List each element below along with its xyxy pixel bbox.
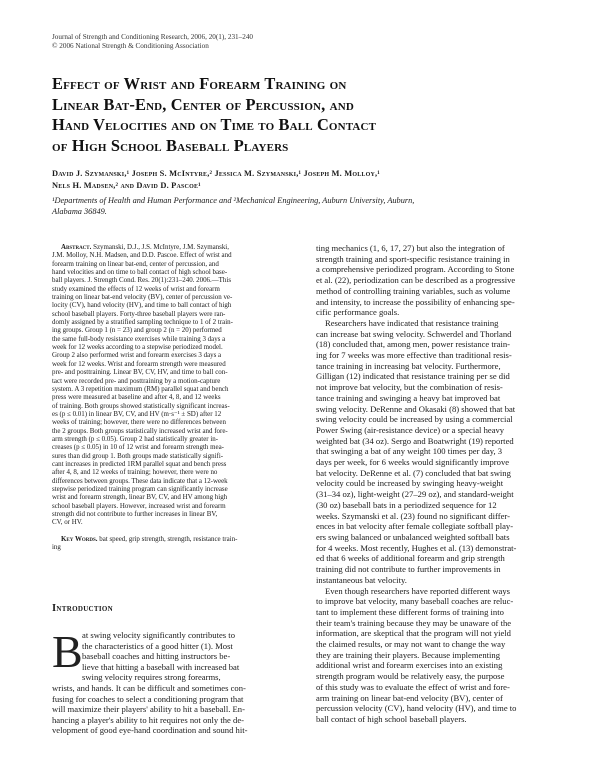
keywords <box>52 535 299 552</box>
body-line: weighted bat (34 oz). Sergo and Boatwright (19) reported <box>316 435 514 446</box>
right-column <box>316 243 552 725</box>
body-line: velocity could be increased by swinging heavy-weight <box>316 478 504 489</box>
abstract-line: system. A 3 repetition maximum (RM) parallel squat and bench <box>52 384 229 393</box>
body-line: they are training their players. Because implementing <box>316 649 500 660</box>
left-column <box>52 243 299 551</box>
body-line: percussion velocity (CV), hand velocity (HV), and time to <box>316 703 517 714</box>
intro-line: fusing for coaches to select a conditioning program that <box>52 693 244 704</box>
body-line: of this study was to evaluate the effect of wrist and fore- <box>316 681 510 692</box>
abstract-line: study examined the effects of 12 weeks of wrist and forearm <box>52 284 220 293</box>
body-line: cific performance goals. <box>316 307 400 318</box>
affiliation-line: ¹Departments of Health and Human Performance and ²Mechanical Engineering, Auburn University, Auburn, <box>52 196 415 205</box>
body-line: strength training and sport-specific resistance training in <box>316 253 510 264</box>
title-line: Linear Bat-End, Center of Percussion, and <box>52 94 354 114</box>
abstract-line: cant increases in predicted 1RM parallel squat and bench press <box>52 459 227 468</box>
body-line: ed that 6 weeks of additional forearm and grip strength <box>316 553 505 564</box>
body-line: swing velocity. DeRenne and Okasaki (8) showed that bat <box>316 403 516 414</box>
body-line: to improve bat velocity, many baseball coaches are reluc- <box>316 596 514 607</box>
abstract-line: press were measured at baseline and after 4, 8, and 12 weeks <box>52 393 221 402</box>
body-line: additional wrist and forearm exercises into an existing <box>316 660 503 671</box>
body-paragraph <box>316 243 552 318</box>
abstract-line: the 2 groups. Both groups statistically increased wrist and fore- <box>52 426 228 435</box>
keywords-line: ing <box>52 543 61 552</box>
abstract-line: differences between groups. These data indicate that a 12-week <box>52 476 228 485</box>
keywords-line: Key Words. bat speed, grip strength, strength, resistance train- <box>61 534 238 543</box>
abstract-line: sures than did group 1. Both groups made statistically signifi- <box>52 451 224 460</box>
body-line: strength program would be relatively easy, the purpose <box>316 671 505 682</box>
body-line: days per week, for 6 weeks would significantly improve <box>316 457 510 468</box>
abstract-line: after 4, 8, and 12 weeks of training; however, there were no <box>52 468 218 477</box>
body-line: bat velocity. DeRenne et al. (7) concluded that bat swing <box>316 467 511 478</box>
intro-line: the characteristics of a good hitter (1). Most <box>82 640 233 651</box>
abstract <box>52 243 299 527</box>
title-line: of High School Baseball Players <box>52 135 289 155</box>
body-line: arm training on linear bat-end velocity (BV), center of <box>316 692 503 703</box>
abstract-line: strength did not contribute to further increases in linear BV, <box>52 510 218 518</box>
intro-line: swing velocity requires strong forearms, <box>82 672 221 683</box>
intro-line: at swing velocity significantly contributes to <box>82 630 235 640</box>
affiliation-line: Alabama 36849. <box>52 206 107 216</box>
keywords-label: Key Words. <box>61 534 100 543</box>
body-line: method of controlling training variables, such as volume <box>316 285 511 296</box>
body-line: weeks. Szymanski et al. (23) found no significant differ- <box>316 510 510 521</box>
abstract-line: school baseball players. However, increased wrist and forearm <box>52 501 226 510</box>
body-line: a comprehensive periodized program. According to Stone <box>316 264 515 275</box>
abstract-line: training on linear bat-end velocity (BV), center of percussion ve- <box>52 293 233 302</box>
body-line: et al. (22), periodization can be described as a progressive <box>316 275 516 286</box>
journal-copyright: © 2006 National Strength & Conditioning Association <box>52 42 209 50</box>
intro-line: lieve that hitting a baseball with increased bat <box>82 661 240 672</box>
abstract-line: forearm training on linear bat-end, center of percussion, and <box>52 259 219 268</box>
intro-line: will maximize their players' ability to hit a baseball. En- <box>52 704 245 715</box>
journal-citation: Journal of Strength and Conditioning Research, 2006, 20(1), 231–240 <box>52 33 254 41</box>
body-paragraph <box>316 586 552 725</box>
abstract-line: domly assigned by a stratified sampling technique to 1 of 2 train- <box>52 318 233 327</box>
body-line: Researchers have indicated that resistance training <box>325 317 499 328</box>
intro-line: hancing a player's ability to hit requires not only the de- <box>52 714 244 725</box>
author-line: David J. Szymanski,¹ Joseph S. McIntyre,² Jessica M. Szymanski,¹ Joseph M. Molloy,¹ <box>52 169 380 178</box>
abstract-line: school baseball players. Forty-three baseball players were ran- <box>52 309 226 318</box>
abstract-line: locity (CV), hand velocity (HV), and time to ball contact of high <box>52 301 232 310</box>
body-line: instantaneous bat velocity. <box>316 574 407 585</box>
body-line: Gilligan (12) indicated that resistance training per se did <box>316 371 510 382</box>
abstract-line: ing groups. Group 1 (n = 23) and group 2 (n = 20) performed <box>52 326 222 335</box>
body-line: tance training and swinging a heavy bat improved bat <box>316 392 501 403</box>
body-line: information, are skeptical that the program will not yield <box>316 628 511 639</box>
author-line: Nels H. Madsen,² and David D. Pascoe¹ <box>52 181 201 190</box>
abstract-line: Group 2 also performed wrist and forearm exercises 3 days a <box>52 351 222 360</box>
title-line: Hand Velocities and on Time to Ball Contact <box>52 115 377 134</box>
section-heading-introduction: Introduction <box>52 603 114 614</box>
body-line: (31–34 oz), light-weight (27–29 oz), and standard-weight <box>316 489 514 500</box>
body-paragraph <box>316 318 552 586</box>
body-line: the claimed results, or may not want to change the way <box>316 639 506 650</box>
body-line: ball contact of high school baseball players. <box>316 713 467 724</box>
body-line: ting mechanics (1, 6, 17, 27) but also the integration of <box>316 243 505 253</box>
body-line: Even though researchers have reported different ways <box>325 585 511 596</box>
journal-header <box>52 33 253 51</box>
abstract-line: week for 12 weeks. Wrist and forearm strength were measured <box>52 359 226 368</box>
abstract-line: weeks of training; however, there were no differences between <box>52 418 226 427</box>
drop-cap: B <box>52 626 83 677</box>
body-line: tance training in increasing bat velocity. Furthermore, <box>316 360 501 371</box>
abstract-line: stepwise periodized training program can significantly increase <box>52 484 228 493</box>
abstract-line: CV, or HV. <box>52 518 83 527</box>
body-line: ers swing balanced or unbalanced weighted softball bats <box>316 531 510 542</box>
body-line: and intensity, to increase the possibility of enhancing spe- <box>316 296 515 307</box>
affiliations <box>52 196 552 217</box>
abstract-label: Abstract. <box>61 243 94 251</box>
abstract-line: wrist and forearm strength, linear BV, CV, and HV among high <box>52 493 228 502</box>
body-line: training did not contribute to further improvements in <box>316 564 501 575</box>
title-line: Effect of Wrist and Forearm Training on <box>52 74 347 93</box>
body-line: for 4 weeks. Most recently, Hughes et al. (13) demonstrat- <box>316 542 517 553</box>
body-line: (30 oz) baseball bats in a periodized sequence for 12 <box>316 499 497 510</box>
body-line: that swinging a bat of any weight 100 times per day, 3 <box>316 446 503 457</box>
abstract-line: week for 12 weeks according to a stepwise periodized model. <box>52 343 223 352</box>
intro-line: velopment of good eye-hand coordination and sound hit- <box>52 725 248 736</box>
body-line: not improve bat velocity, but the combination of resis- <box>316 382 503 393</box>
body-line: ing for 7 weeks was more effective than traditional resis- <box>316 350 512 361</box>
abstract-line: J.M. Molloy, N.H. Madsen, and D.D. Pascoe. Effect of wrist and <box>52 251 232 260</box>
body-line: can increase bat swing velocity. Schwerdel and Thorland <box>316 328 512 339</box>
body-line: (18) concluded that, among men, power resistance train- <box>316 339 511 350</box>
intro-line: baseball coaches and hitting instructors be- <box>82 651 231 662</box>
abstract-line: tact were recorded pre- and posttraining by a motion-capture <box>52 376 221 385</box>
intro-line: wrists, and hands. It can be difficult and sometimes con- <box>52 682 246 693</box>
article-title <box>52 74 552 156</box>
abstract-line: es (p ≤ 0.01) in linear BV, CV, and HV (m·s⁻¹ ± SD) after 12 <box>52 409 222 418</box>
author-list <box>52 168 552 192</box>
abstract-line: creases (p ≤ 0.05) in 10 of 12 wrist and forearm strength mea- <box>52 443 224 452</box>
body-line: ences in bat velocity after female collegiate softball play- <box>316 521 514 532</box>
abstract-line: hand velocities and on time to ball contact of high school base- <box>52 268 228 277</box>
abstract-line: pre- and posttraining. Linear BV, CV, HV, and time to ball con- <box>52 368 228 377</box>
body-line: their team's training because they may be unaware of the <box>316 617 512 628</box>
abstract-line: arm strength (p ≤ 0.05). Group 2 had statistically greater in- <box>52 434 219 443</box>
abstract-line: Abstract. Szymanski, D.J., J.S. McIntyre, J.M. Szymanski, <box>61 243 229 251</box>
abstract-line: of training. Both groups showed statistically significant increas- <box>52 401 230 410</box>
abstract-line: ball players. J. Strength Cond. Res. 20(1):231–240. 2006.—This <box>52 276 232 285</box>
introduction-text <box>52 626 299 736</box>
body-line: Power Swing (air-resistance device) or a special heavy <box>316 424 505 435</box>
body-line: swing velocity could be increased by using a commercial <box>316 414 513 425</box>
abstract-line: the same full-body resistance exercises while training 3 days a <box>52 334 226 343</box>
body-line: tant to implement these different forms of training into <box>316 606 504 617</box>
